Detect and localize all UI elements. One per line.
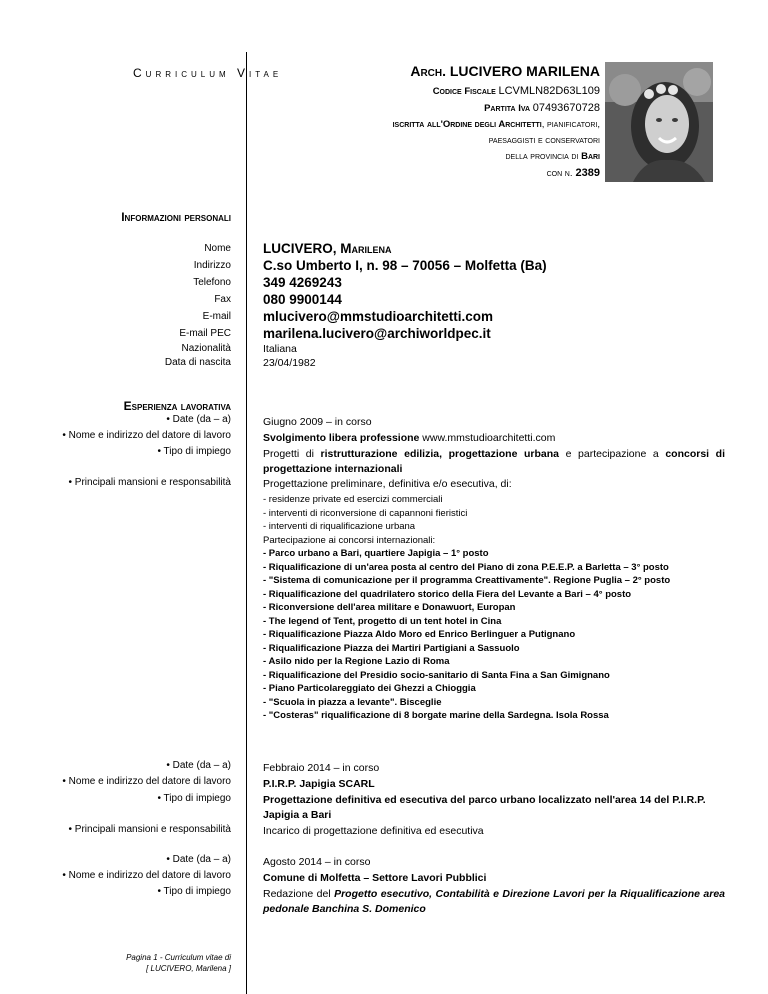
albo-line-1: [393, 117, 600, 133]
job2-type: Progettazione definitiva ed esecutiva del parco urbano localizzato nell'area 14 del P.I.R.P. Japigia a Bari: [263, 794, 706, 821]
job3-employer: Comune di Molfetta – Settore Lavori Pubblici: [263, 872, 487, 884]
duty-item: - Riqualificazione del Presidio socio-sanitario di Santa Fina a San Gimignano: [263, 669, 610, 681]
job3-type-a: Redazione del: [263, 888, 335, 900]
partita-iva-value: 07493670728: [532, 102, 600, 114]
profile-photo: [605, 62, 713, 182]
personal-labels: [165, 240, 231, 370]
duty-item: - "Scuola in piazza a levante". Bisceglie: [263, 696, 442, 708]
job3-date: Agosto 2014 – in corso: [263, 856, 371, 868]
job1-type-d: concorsi di progettazione internazionali: [263, 448, 725, 475]
value-email: mlucivero@mmstudioarchitetti.com: [263, 309, 493, 324]
footer-line-1: Pagina 1 - Curriculum vitae di: [126, 953, 231, 962]
duty-item: - "Costeras" riqualificazione di 8 borgate marine della Sardegna. Isola Rossa: [263, 710, 609, 721]
job1-duties-intro: Progettazione preliminare, definitiva e/o esecutiva, di:: [263, 478, 512, 490]
duty-item: - residenze private ed esercizi commerciali: [263, 494, 443, 505]
albo-line-2: paesaggisti e conservatori: [488, 135, 600, 146]
value-pec: marilena.lucivero@archiworldpec.it: [263, 326, 491, 341]
duty-item: - Parco urbano a Bari, quartiere Japigia – 1° posto: [263, 548, 489, 559]
job2-label-date: • Date (da – a): [166, 760, 231, 771]
job1-label-type: • Tipo di impiego: [157, 446, 231, 457]
duty-item: - interventi di riconversione di capannoni fieristici: [263, 507, 468, 519]
duty-item: - Riqualificazione del quadrilatero storico della Fiera del Levante a Bari – 4° posto: [263, 588, 632, 600]
job1-employer: [263, 431, 725, 446]
albo-number: 2389: [572, 167, 600, 179]
portrait-image: [605, 62, 713, 182]
page-footer: [126, 952, 231, 974]
job2-label-type: • Tipo di impiego: [157, 793, 231, 804]
duty-item: - interventi di riqualificazione urbana: [263, 521, 416, 532]
duty-item: - Riqualificazione Piazza dei Martiri Partigiani a Sassuolo: [263, 642, 520, 654]
section-experience: Esperienza lavorativa: [123, 399, 231, 413]
cv-title: Curriculum Vitae: [133, 66, 283, 80]
job1-employer-website: www.mmstudioarchitetti.com: [419, 432, 556, 444]
partita-iva-label: Partita Iva: [484, 103, 531, 114]
value-nazionalita: Italiana: [263, 343, 297, 355]
column-divider: [246, 52, 247, 994]
job2-label-duties: • Principali mansioni e responsabilità: [68, 824, 231, 835]
duty-item: - Riconversione dell'area militare e Donawuort, Europan: [263, 602, 516, 613]
duty-item: - Riqualificazione di un'area posta al centro del Piano di zona P.E.E.P. a Barletta – 3° posto: [263, 561, 669, 573]
job1-label-duties: • Principali mansioni e responsabilità: [68, 477, 231, 488]
job1-employer-name: Svolgimento libera professione: [263, 432, 420, 444]
label-data-nascita: Data di nascita: [164, 357, 231, 368]
label-fax: Fax: [214, 294, 231, 305]
label-telefono: Telefono: [193, 277, 231, 288]
albo-line-1b: , pianificatori,: [541, 119, 600, 130]
albo-line-4a: con n.: [546, 168, 573, 179]
job3-type: [263, 887, 725, 917]
job1-label-date: • Date (da – a): [166, 414, 231, 425]
value-data-nascita: 23/04/1982: [263, 357, 316, 369]
duty-item: - Piano Particolareggiato dei Ghezzi a Chioggia: [263, 683, 476, 694]
job1-duties-list: [263, 493, 725, 723]
duty-item: - Riqualificazione Piazza Aldo Moro ed Enrico Berlinguer a Putignano: [263, 629, 576, 640]
albo-line-3b: Bari: [581, 151, 600, 162]
job2-employer: P.I.R.P. Japigia SCARL: [263, 778, 375, 790]
duty-item: - Asilo nido per la Regione Lazio di Roma: [263, 656, 450, 667]
job2-duties: Incarico di progettazione definitiva ed esecutiva: [263, 825, 484, 837]
job1-type-a: Progetti di: [263, 448, 321, 460]
header-name: Arch. LUCIVERO MARILENA: [410, 63, 600, 79]
duty-item: - The legend of Tent, progetto di un tent hotel in Cina: [263, 615, 502, 627]
job1-type-c: e partecipazione a: [559, 448, 666, 460]
job1-date: Giugno 2009 – in corso: [263, 416, 372, 428]
codice-fiscale-label: Codice Fiscale: [432, 86, 496, 97]
section-personal-info: Informazioni personali: [121, 210, 231, 224]
duty-item: - "Sistema di comunicazione per il programma Creattivamente". Regione Puglia – 2° posto: [263, 575, 671, 586]
albo-line-3a: della provincia di: [505, 151, 582, 162]
job1-type: [263, 447, 725, 477]
label-nazionalita: Nazionalità: [181, 343, 231, 354]
personal-values: [263, 240, 725, 370]
job3-label-employer: • Nome e indirizzo del datore di lavoro: [62, 870, 231, 881]
job3-label-type: • Tipo di impiego: [157, 886, 231, 897]
label-indirizzo: Indirizzo: [193, 260, 231, 271]
value-telefono: 349 4269243: [263, 275, 342, 290]
footer-line-2: [ LUCIVERO, Marilena ]: [146, 964, 231, 973]
job2-date: Febbraio 2014 – in corso: [263, 762, 380, 774]
label-nome: Nome: [204, 243, 231, 254]
value-fax: 080 9900144: [263, 292, 342, 307]
label-email: E-mail: [202, 311, 231, 322]
codice-fiscale-value: LCVMLN82D63L109: [498, 85, 600, 97]
job1-type-b: ristrutturazione edilizia, progettazione urbana: [320, 448, 560, 460]
value-indirizzo: C.so Umberto I, n. 98 – 70056 – Molfetta (Ba): [263, 258, 547, 273]
albo-line-4: [393, 165, 600, 182]
job2-label-employer: • Nome e indirizzo del datore di lavoro: [62, 776, 231, 787]
job3-label-date: • Date (da – a): [166, 854, 231, 865]
partita-iva-line: [393, 100, 600, 117]
duty-item: Partecipazione ai concorsi internazionali:: [263, 534, 436, 546]
codice-fiscale-line: [393, 83, 600, 100]
job3-type-b: Progetto esecutivo, Contabilità e Direzione Lavori per la Riqualificazione area pedonale Banchina S. Domenico: [263, 888, 725, 915]
header-details: [393, 83, 600, 182]
label-pec: E-mail PEC: [179, 328, 231, 339]
value-nome: LUCIVERO, Marilena: [263, 241, 392, 256]
job1-label-employer: • Nome e indirizzo del datore di lavoro: [62, 430, 231, 441]
albo-line-3: [393, 149, 600, 165]
albo-line-1a: iscritta all'Ordine degli Architetti: [392, 119, 542, 130]
